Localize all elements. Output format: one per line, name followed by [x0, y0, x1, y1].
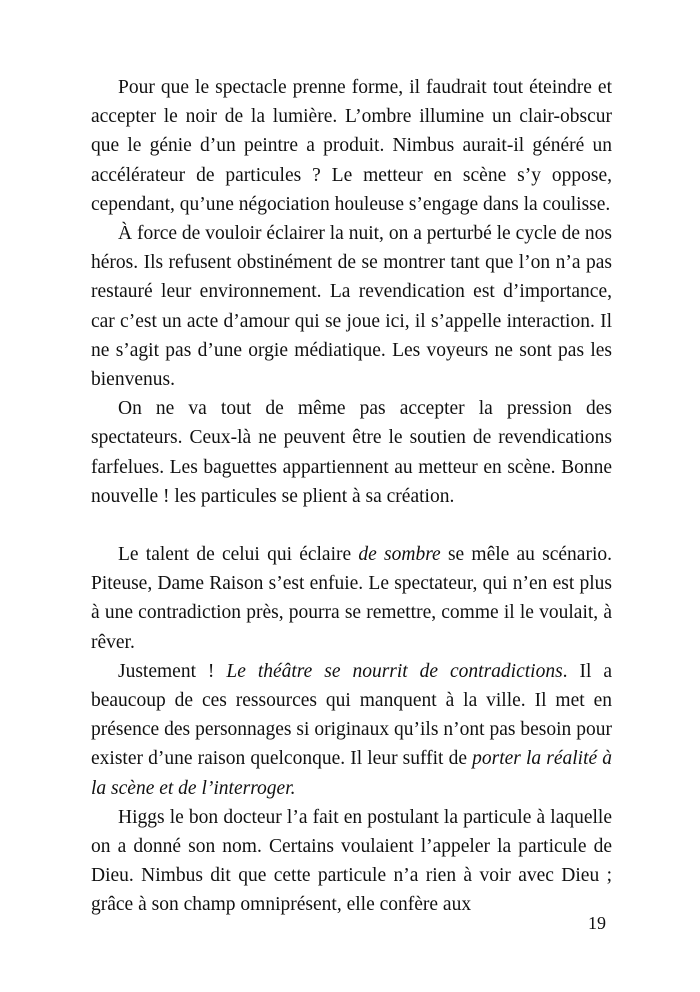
paragraph-1	[91, 73, 612, 219]
paragraph-6	[91, 803, 612, 920]
page-number: 19	[588, 913, 606, 933]
paragraph-1-text: Pour que le spectacle prenne forme, il faudrait tout éteindre et accepter le noir de la lumière. L’ombre illumine un clair-obscur que le génie d’un peintre a produit. Nimbus aurait-il généré un accélérateur de particules ? Le metteur en scène s’y oppose, cependant, qu’une négociation houleuse s’engage dans la coulisse.	[91, 77, 612, 215]
paragraph-2	[91, 219, 612, 394]
paragraph-5-italic-b: porter la réalité à la scène et de l’interroger.	[91, 748, 613, 799]
paragraph-5-italic-a: Le théâtre se nourrit de contradictions	[226, 660, 563, 682]
body-text	[91, 73, 612, 920]
paragraph-5	[91, 657, 612, 803]
paragraph-2-text: À force de vouloir éclairer la nuit, on a perturbé le cycle de nos héros. Ils refusent obstinément de se montrer tant que l’on n’a pas restauré leur environnement. La revendication est d’importance, car c’est un acte d’amour qui se joue ici, il s’appelle interaction. Il ne s’agit pas d’une orgie médiatique. Les voyeurs ne sont pas les bienvenus.	[91, 223, 612, 391]
paragraph-4	[91, 540, 612, 657]
paragraph-5-text-a: Justement !	[118, 660, 227, 682]
paragraph-4-text-b: se mêle au scénario. Piteuse, Dame Raison s’est enfuie. Le spectateur, qui n’en est plus à une contradiction près, pourra se remettre, comme il le voulait, à rêver.	[91, 544, 612, 653]
paragraph-4-text-a: Le talent de celui qui éclaire	[118, 544, 359, 566]
paragraph-3-text: On ne va tout de même pas accepter la pression des spectateurs. Ceux-là ne peuvent être le soutien de revendications farfelues. Les baguettes appartiennent au metteur en scène. Bonne nouvelle ! les particules se plient à sa création.	[91, 398, 612, 507]
paragraph-5-text-b: . Il a beaucoup de ces ressources qui manquent à la ville. Il met en présence des personnages si originaux qu’ils n’ont pas besoin pour exister d’une raison quelconque. Il leur suffit de	[91, 660, 612, 770]
paragraph-6-text: Higgs le bon docteur l’a fait en postulant la particule à laquelle on a donné son nom. Certains voulaient l’appeler la particule de Dieu. Nimbus dit que cette particule n’a rien à voir avec Dieu ; grâce à son champ omniprésent, elle confère aux	[91, 806, 612, 916]
section-break	[91, 511, 612, 540]
paragraph-4-italic: de sombre	[358, 544, 441, 566]
paragraph-3	[91, 394, 612, 511]
